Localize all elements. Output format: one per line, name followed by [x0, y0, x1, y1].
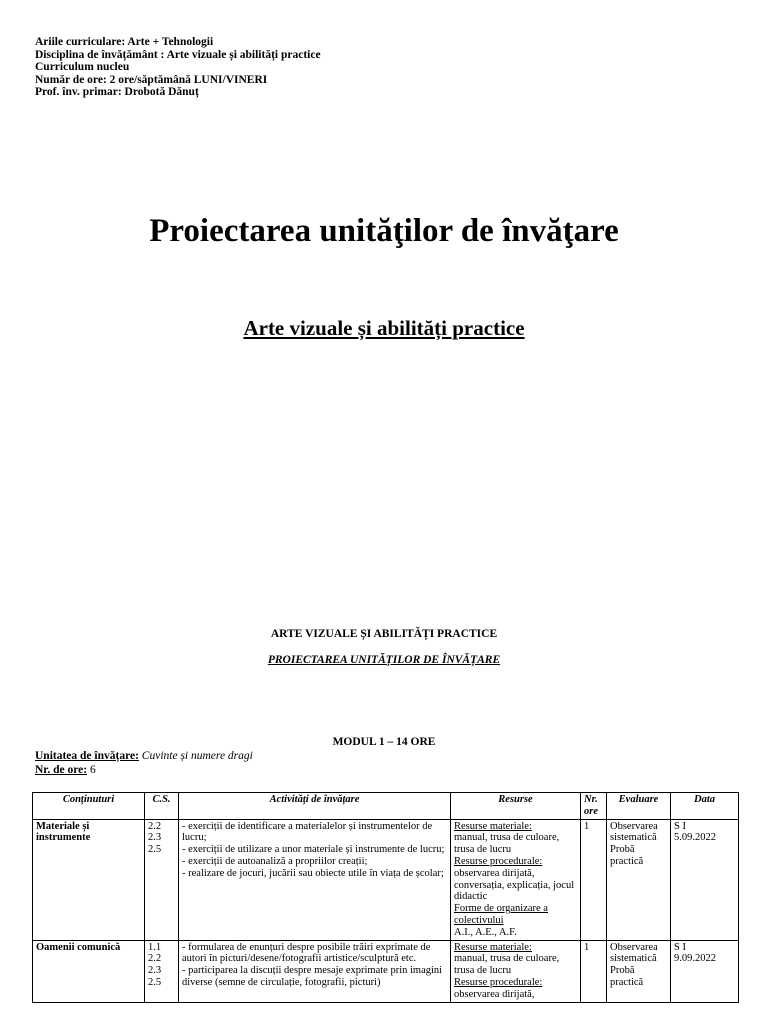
- date-week: S I: [674, 820, 686, 832]
- module-heading: MODUL 1 – 14 ORE: [332, 736, 436, 748]
- table-row: [33, 940, 739, 1002]
- evaluation-item: Probă practică: [610, 965, 644, 988]
- header-evaluare: Evaluare: [607, 793, 671, 820]
- row-hours: 1: [581, 819, 607, 940]
- header-info: [35, 36, 321, 99]
- section-subheading: PROIECTAREA UNITĂȚILOR DE ÎNVĂȚARE: [267, 654, 501, 666]
- unit-value: Cuvinte și numere dragi: [141, 750, 253, 762]
- hours-label: Nr. de ore:: [35, 764, 88, 776]
- activity-item: - exerciții de utilizare a unor materiale și instrumente de lucru;: [182, 844, 445, 856]
- activity-item: - exerciții de autoanaliză a propriilor creații;: [182, 855, 368, 867]
- table-row: [33, 819, 739, 940]
- row-topic: Materiale și instrumente: [33, 819, 145, 940]
- evaluation-item: Probă practică: [610, 844, 644, 867]
- resources-organization: A.I., A.E., A.F.: [454, 926, 517, 938]
- cs-item: 1.1: [148, 941, 162, 953]
- resources-material: manual, trusa de culoare, trusa de lucru: [454, 953, 560, 977]
- header-nr-ore-line1: Nr.: [584, 794, 598, 805]
- resources-organization-label: Forme de organizare a colectivului: [454, 903, 548, 926]
- unit-label: Unitatea de învățare:: [35, 750, 139, 762]
- resources-procedural: observarea dirijată,: [454, 988, 535, 1000]
- row-evaluation: [607, 819, 671, 940]
- hours-value: 6: [89, 764, 96, 776]
- header-activitati: Activități de învățare: [179, 793, 451, 820]
- date-week: S I: [674, 941, 686, 953]
- resources-procedural: observarea dirijată, conversația, explicația, jocul didactic: [454, 867, 575, 903]
- cs-item: 2.5: [148, 844, 162, 856]
- row-activities: [179, 819, 451, 940]
- cs-item: 2.5: [148, 976, 162, 988]
- header-line-teacher: Prof. înv. primar: Drobotă Dănuț: [35, 86, 199, 99]
- row-evaluation: [607, 940, 671, 1002]
- row-hours: 1: [581, 940, 607, 1002]
- row-date: [671, 940, 739, 1002]
- resources-material-label: Resurse materiale:: [454, 820, 532, 832]
- header-nr-ore-line2: ore: [584, 805, 598, 817]
- section-heading: ARTE VIZUALE ȘI ABILITĂȚI PRACTICE: [270, 628, 498, 640]
- activity-item: - participarea la discuții despre mesaje exprimate prin imagini diverse (semne de circulație, fotografii, picturi): [182, 965, 443, 988]
- learning-units-table: [32, 792, 739, 1003]
- evaluation-item: Observarea sistematică: [610, 820, 658, 844]
- resources-material: manual, trusa de culoare, trusa de lucru: [454, 832, 560, 856]
- row-resources: [451, 940, 581, 1002]
- header-continuturi: Conținuturi: [33, 793, 145, 820]
- row-activities: [179, 940, 451, 1002]
- header-line-discipline: Disciplina de învățământ : Arte vizuale și abilități practice: [35, 48, 321, 61]
- evaluation-item: Observarea sistematică: [610, 941, 658, 965]
- header-line-hours: Număr de ore: 2 ore/săptămână LUNI/VINERI: [35, 73, 268, 86]
- resources-procedural-label: Resurse procedurale:: [454, 976, 543, 988]
- header-line-curricular-areas: Ariile curriculare: Arte + Tehnologii: [35, 36, 214, 48]
- activity-item: - formularea de enunțuri despre posibile trăiri exprimate de autori în picturi/desene/fotografii artistice/sculptură etc.: [182, 941, 431, 965]
- row-cs: [145, 819, 179, 940]
- resources-procedural-label: Resurse procedurale:: [454, 855, 543, 867]
- date-day: 9.09.2022: [674, 953, 716, 965]
- cs-item: 2.3: [148, 965, 162, 977]
- resources-material-label: Resurse materiale:: [454, 941, 532, 953]
- activity-item: - exerciții de identificare a materialelor și instrumentelor de lucru;: [182, 820, 433, 844]
- page-title: Proiectarea unităţilor de învăţare: [149, 213, 619, 249]
- header-resurse: Resurse: [451, 793, 581, 820]
- table-header-row: [33, 793, 739, 820]
- unit-info: [35, 749, 253, 777]
- page-subtitle: Arte vizuale și abilități practice: [243, 316, 525, 340]
- header-line-curriculum: Curriculum nucleu: [35, 61, 130, 74]
- header-data: Data: [671, 793, 739, 820]
- row-resources: [451, 819, 581, 940]
- header-nr-ore: [581, 793, 607, 820]
- date-day: 5.09.2022: [674, 832, 716, 844]
- cs-item: 2.3: [148, 832, 162, 844]
- unit-line: [35, 749, 253, 763]
- header-cs: C.S.: [145, 793, 179, 820]
- row-cs: [145, 940, 179, 1002]
- row-date: [671, 819, 739, 940]
- cs-item: 2.2: [148, 953, 162, 965]
- hours-line: [35, 763, 253, 777]
- activity-item: - realizare de jocuri, jucării sau obiecte utile în viața de școlar;: [182, 867, 444, 879]
- cs-item: 2.2: [148, 820, 162, 832]
- row-topic: Oamenii comunică: [33, 940, 145, 1002]
